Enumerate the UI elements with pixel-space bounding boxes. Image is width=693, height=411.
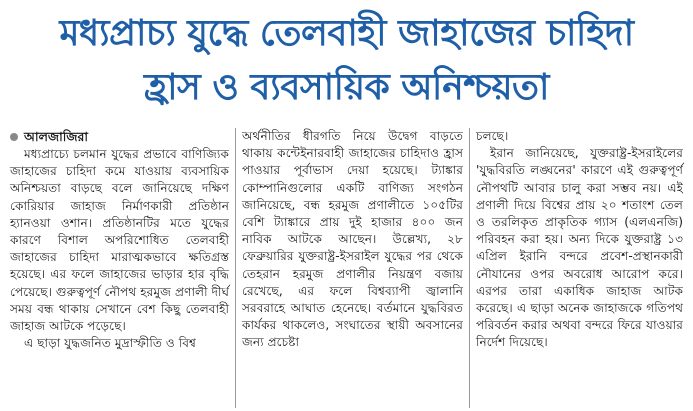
column-3 (470, 128, 689, 408)
column-1-paragraph-2: এ ছাড়া যুদ্ধজনিত মুদ্রাস্ফীতি ও বিশ্ব (24, 336, 197, 351)
bullet-icon (10, 133, 18, 141)
column-1 (4, 128, 236, 408)
column-2 (236, 128, 470, 408)
headline-line-2: হ্রাস ও ব্যবসায়িক অনিশ্চয়তা (143, 67, 549, 108)
byline (10, 128, 229, 145)
headline (0, 0, 693, 124)
byline-source: আলজাজিরা (24, 129, 88, 144)
column-3-paragraph-1: ইরান জানিয়েছে, যুক্তরাষ্ট্র-ইসরাইলের 'যুদ্ধবিরতি লঙ্ঘনের' কারণে এই গুরুত্বপূর্ণ নৌপথটি আবার চালু করা সম্ভব নয়। এই প্রণালী দিয়ে বিশ্বের প্রায় ২০ শতাংশ তেল ও তরলিকৃত প্রাকৃতিক গ্যাস (এলএনজি) পরিবহন করা হয়। অন্য দিকে যুক্তরাষ্ট্র ১৩ এপ্রিল ইরানি বন্দরে প্রবেশ-প্রস্থানকারী নৌযানের ওপর অবরোধ আরোপ করে। এরপর তারা একাধিক জাহাজ আটক করেছে। এ ছাড়া অনেক জাহাজকে গতিপথ পরিবর্তন করার অথবা বন্দরে ফিরে যাওয়ার নির্দেশ দিয়েছে। (476, 146, 683, 350)
column-2-paragraph-1: অর্থনীতির ধীরগতি নিয়ে উদ্বেগ বাড়তে থাকায় কন্টেইনারবাহী জাহাজের চাহিদাও হ্রাস পাওয়ার পূর্বাভাস দেয়া হয়েছে। ট্যাঙ্কার কোম্পানিগুলোর একটি বাণিজ্য সংগঠন জানিয়েছে, বন্ধ হরমুজ প্রণালীতে ১০৫টির বেশি ট্যাঙ্কারে প্রায় দুই হাজার ৪০০ জন নাবিক আটকে আছেন। উল্লেখ্য, ২৮ ফেব্রুয়ারির যুক্তরাষ্ট্র-ইসরাইল যুদ্ধের পর থেকে তেহরান হরমুজ প্রণালীর নিয়ন্ত্রণ বজায় রেখেছে, এর ফলে বিশ্বব্যাপী জ্বালানি সরবরাহে আঘাত হেনেছে। বর্তমানে যুদ্ধবিরত কার্যকর থাকলেও, সংঘাতের স্থায়ী অবসানের জন্য প্রচেষ্টা (242, 129, 463, 350)
column-1-paragraph-1: মধ্যপ্রাচ্যে চলমান যুদ্ধের প্রভাবে বাণিজ্যিক জাহাজের চাহিদা কমে যাওয়ায় ব্যবসায়িক অনিশ্চয়তা বাড়ছে বলে জানিয়েছে দক্ষিণ কোরিয়ার জাহাজ নির্মাণকারী প্রতিষ্ঠান হ্যানওয়া ওশান। প্রতিষ্ঠানটির মতে যুদ্ধের কারণে বিশাল অপরিশোধিত তেলবাহী জাহাজের চাহিদা মারাত্মকভাবে ক্ষতিগ্রস্ত হয়েছে। এর ফলে জাহাজের ভাড়ার হার বৃদ্ধি পেয়েছে। গুরুত্বপূর্ণ নৌপথ হরমুজ প্রণালী দীর্ঘ সময় বন্ধ থাকায় সেখানে বেশ কিছু তেলবাহী জাহাজ আটকে পড়েছে। (10, 147, 229, 334)
column-3-paragraph-0: চলছে। (476, 129, 509, 143)
headline-line-1: মধ্যপ্রাচ্য যুদ্ধে তেলবাহী জাহাজের চাহিদা (59, 13, 634, 54)
article-body (4, 128, 689, 408)
